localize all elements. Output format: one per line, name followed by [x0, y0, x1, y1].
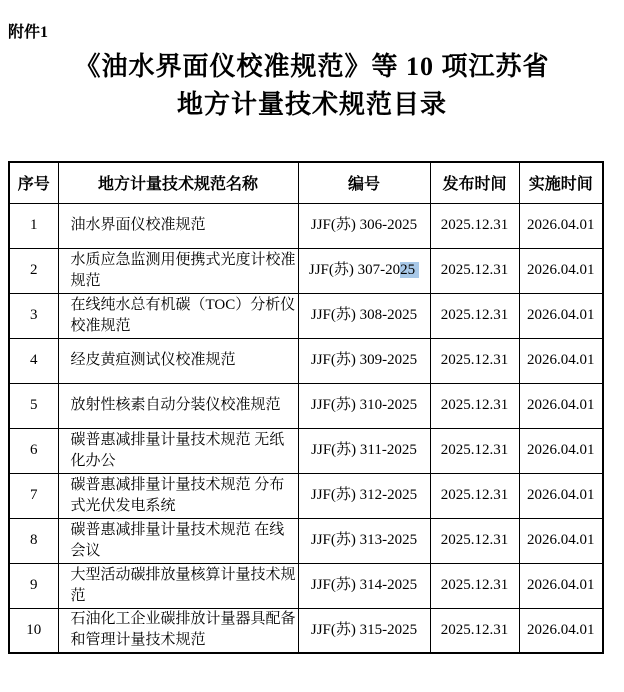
table-row [9, 608, 603, 653]
spec-name-cell: 水质应急监测用便携式光度计校准规范 [58, 248, 298, 293]
table-row [9, 383, 603, 428]
spec-table-header [9, 162, 603, 203]
spec-table [8, 161, 604, 654]
spec-code-cell: JJF(苏) 314-2025 [298, 563, 430, 608]
effective-date-cell: 2026.04.01 [519, 248, 603, 293]
row-number-cell: 9 [9, 563, 58, 608]
spec-name-cell: 碳普惠减排量计量技术规范 无纸化办公 [58, 428, 298, 473]
effective-date-cell: 2026.04.01 [519, 383, 603, 428]
text-selection-highlight: 25 [400, 262, 419, 278]
row-number-cell: 1 [9, 203, 58, 248]
spec-name-cell: 经皮黄疸测试仪校准规范 [58, 338, 298, 383]
header-spec-code: 编号 [298, 162, 430, 203]
table-row [9, 248, 603, 293]
publish-date-cell: 2025.12.31 [430, 428, 519, 473]
spec-code-cell: JJF(苏) 312-2025 [298, 473, 430, 518]
spec-code-cell: JJF(苏) 315-2025 [298, 608, 430, 653]
spec-name-cell: 大型活动碳排放量核算计量技术规范 [58, 563, 298, 608]
header-row [9, 162, 603, 203]
publish-date-cell: 2025.12.31 [430, 563, 519, 608]
header-effective-date: 实施时间 [519, 162, 603, 203]
header-row-number: 序号 [9, 162, 58, 203]
row-number-cell: 7 [9, 473, 58, 518]
spec-code-cell: JJF(苏) 306-2025 [298, 203, 430, 248]
document-title [0, 48, 624, 124]
spec-name-cell: 碳普惠减排量计量技术规范 在线会议 [58, 518, 298, 563]
effective-date-cell: 2026.04.01 [519, 563, 603, 608]
row-number-cell: 10 [9, 608, 58, 653]
effective-date-cell: 2026.04.01 [519, 338, 603, 383]
table-row [9, 338, 603, 383]
table-row [9, 518, 603, 563]
row-number-cell: 6 [9, 428, 58, 473]
publish-date-cell: 2025.12.31 [430, 383, 519, 428]
document-title-line-1: 《油水界面仪校准规范》等 10 项江苏省 [74, 52, 550, 81]
spec-name-cell: 石油化工企业碳排放计量器具配备和管理计量技术规范 [58, 608, 298, 653]
spec-name-cell: 油水界面仪校准规范 [58, 203, 298, 248]
publish-date-cell: 2025.12.31 [430, 518, 519, 563]
spec-code-cell: JJF(苏) 307-2025 [298, 248, 430, 293]
effective-date-cell: 2026.04.01 [519, 473, 603, 518]
spec-name-cell: 放射性核素自动分装仪校准规范 [58, 383, 298, 428]
spec-code-cell: JJF(苏) 311-2025 [298, 428, 430, 473]
publish-date-cell: 2025.12.31 [430, 608, 519, 653]
table-row [9, 428, 603, 473]
header-publish-date: 发布时间 [430, 162, 519, 203]
effective-date-cell: 2026.04.01 [519, 293, 603, 338]
effective-date-cell: 2026.04.01 [519, 608, 603, 653]
spec-code-cell: JJF(苏) 309-2025 [298, 338, 430, 383]
spec-table-body [9, 203, 603, 653]
effective-date-cell: 2026.04.01 [519, 203, 603, 248]
publish-date-cell: 2025.12.31 [430, 293, 519, 338]
spec-name-cell: 在线纯水总有机碳（TOC）分析仪校准规范 [58, 293, 298, 338]
table-row [9, 293, 603, 338]
row-number-cell: 3 [9, 293, 58, 338]
table-row [9, 473, 603, 518]
publish-date-cell: 2025.12.31 [430, 473, 519, 518]
row-number-cell: 4 [9, 338, 58, 383]
attachment-label: 附件1 [8, 24, 49, 41]
publish-date-cell: 2025.12.31 [430, 338, 519, 383]
publish-date-cell: 2025.12.31 [430, 203, 519, 248]
row-number-cell: 2 [9, 248, 58, 293]
publish-date-cell: 2025.12.31 [430, 248, 519, 293]
effective-date-cell: 2026.04.01 [519, 428, 603, 473]
document-title-line-2: 地方计量技术规范目录 [176, 90, 447, 119]
row-number-cell: 8 [9, 518, 58, 563]
table-row [9, 203, 603, 248]
spec-code-cell: JJF(苏) 310-2025 [298, 383, 430, 428]
spec-code-cell: JJF(苏) 313-2025 [298, 518, 430, 563]
spec-code-cell: JJF(苏) 308-2025 [298, 293, 430, 338]
header-spec-name: 地方计量技术规范名称 [58, 162, 298, 203]
spec-name-cell: 碳普惠减排量计量技术规范 分布式光伏发电系统 [58, 473, 298, 518]
row-number-cell: 5 [9, 383, 58, 428]
effective-date-cell: 2026.04.01 [519, 518, 603, 563]
table-row [9, 563, 603, 608]
